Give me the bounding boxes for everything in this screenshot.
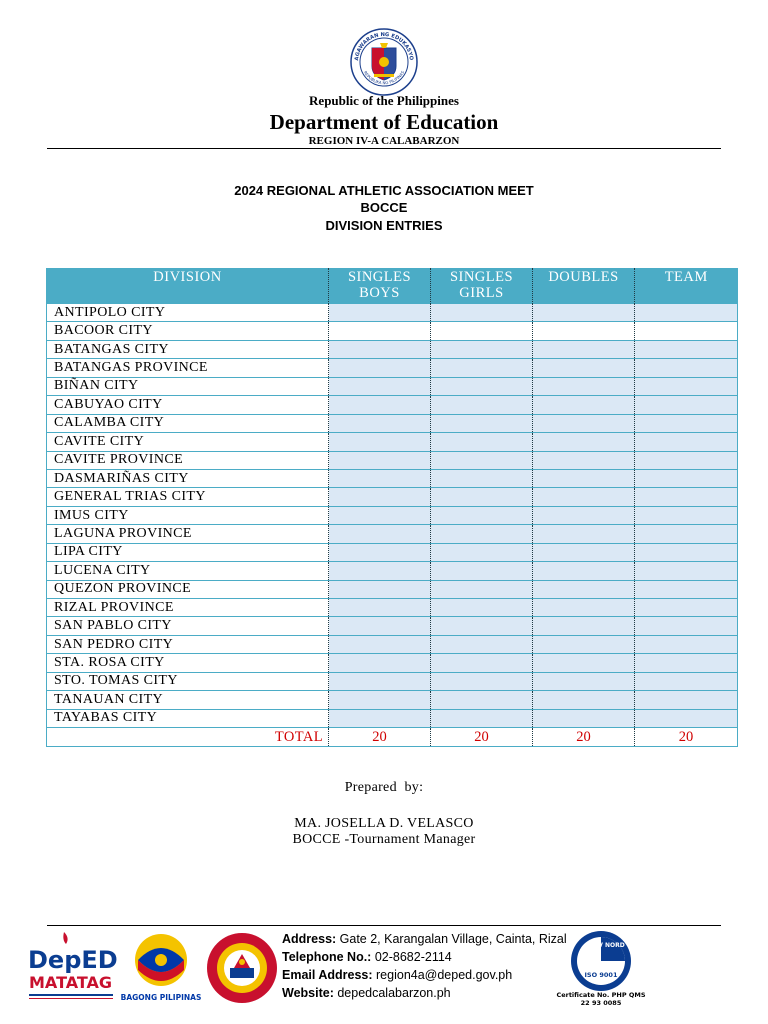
table-row — [47, 506, 738, 524]
division-name: QUEZON PROVINCE — [47, 580, 329, 598]
entry-cell-singles-girls[interactable] — [431, 340, 533, 358]
entry-cell-doubles[interactable] — [533, 433, 635, 451]
table-row — [47, 580, 738, 598]
table-row — [47, 377, 738, 395]
entry-cell-doubles[interactable] — [533, 469, 635, 487]
division-name: BACOOR CITY — [47, 322, 329, 340]
entry-cell-singles-girls[interactable] — [431, 654, 533, 672]
entry-cell-doubles[interactable] — [533, 525, 635, 543]
division-name: LUCENA CITY — [47, 562, 329, 580]
total-singles-boys: 20 — [329, 728, 431, 747]
entry-cell-doubles[interactable] — [533, 451, 635, 469]
entry-cell-singles-girls[interactable] — [431, 469, 533, 487]
entry-cell-doubles[interactable] — [533, 617, 635, 635]
entry-cell-team[interactable] — [635, 525, 738, 543]
signatory-position: BOCCE -Tournament Manager — [292, 832, 476, 847]
entry-cell-team[interactable] — [635, 580, 738, 598]
entry-cell-team[interactable] — [635, 562, 738, 580]
entry-cell-singles-boys[interactable] — [329, 543, 431, 561]
entry-cell-singles-boys[interactable] — [329, 322, 431, 340]
entry-cell-singles-boys[interactable] — [329, 691, 431, 709]
republic-label: Republic of the Philippines — [309, 93, 459, 108]
entry-cell-team[interactable] — [635, 599, 738, 617]
entry-cell-singles-boys[interactable] — [329, 525, 431, 543]
entry-cell-team[interactable] — [635, 543, 738, 561]
table-row — [47, 672, 738, 690]
total-doubles: 20 — [533, 728, 635, 747]
entry-cell-doubles[interactable] — [533, 359, 635, 377]
entry-cell-singles-girls[interactable] — [431, 377, 533, 395]
entry-cell-singles-girls[interactable] — [431, 322, 533, 340]
division-name: STO. TOMAS CITY — [47, 672, 329, 690]
entry-cell-singles-girls[interactable] — [431, 525, 533, 543]
svg-text:DepED: DepED — [28, 946, 118, 974]
svg-text:TÜV NORD: TÜV NORD — [589, 942, 625, 949]
column-header-singles-boys: SINGLES BOYS — [329, 268, 431, 304]
address-line: Address: Gate 2, Karangalan Village, Cainta, Rizal — [282, 932, 567, 946]
entry-cell-singles-boys[interactable] — [329, 580, 431, 598]
division-name: TANAUAN CITY — [47, 691, 329, 709]
column-header-doubles: DOUBLES — [533, 268, 635, 304]
entry-cell-singles-boys[interactable] — [329, 635, 431, 653]
column-header-team: TEAM — [635, 268, 738, 304]
entry-cell-singles-boys[interactable] — [329, 617, 431, 635]
table-body — [47, 304, 738, 747]
entry-cell-doubles[interactable] — [533, 599, 635, 617]
table-row — [47, 562, 738, 580]
division-name: SAN PEDRO CITY — [47, 635, 329, 653]
entry-cell-team[interactable] — [635, 691, 738, 709]
table-row — [47, 304, 738, 322]
entry-cell-doubles[interactable] — [533, 304, 635, 322]
table-row — [47, 451, 738, 469]
entry-cell-singles-girls[interactable] — [431, 691, 533, 709]
department-title: Department of Education — [269, 110, 499, 134]
division-name: BATANGAS CITY — [47, 340, 329, 358]
entry-cell-singles-boys[interactable] — [329, 654, 431, 672]
region-label: REGION IV-A CALABARZON — [308, 135, 460, 147]
division-entries-table — [46, 268, 738, 747]
division-name: LIPA CITY — [47, 543, 329, 561]
division-name: TAYABAS CITY — [47, 709, 329, 727]
division-name: BIÑAN CITY — [47, 377, 329, 395]
division-name: SAN PABLO CITY — [47, 617, 329, 635]
entry-cell-singles-boys[interactable] — [329, 304, 431, 322]
division-name: GENERAL TRIAS CITY — [47, 488, 329, 506]
entry-cell-doubles[interactable] — [533, 488, 635, 506]
entry-cell-team[interactable] — [635, 340, 738, 358]
entry-cell-singles-girls[interactable] — [431, 599, 533, 617]
entry-cell-singles-boys[interactable] — [329, 599, 431, 617]
entry-cell-singles-boys[interactable] — [329, 414, 431, 432]
entry-cell-singles-boys[interactable] — [329, 488, 431, 506]
total-row — [47, 728, 738, 747]
table-row — [47, 599, 738, 617]
entry-cell-team[interactable] — [635, 672, 738, 690]
document-subtitle: DIVISION ENTRIES — [325, 218, 443, 233]
contact-info — [282, 930, 567, 1002]
entry-cell-singles-girls[interactable] — [431, 672, 533, 690]
svg-text:ISO 9001: ISO 9001 — [584, 971, 618, 979]
signatory-name: MA. JOSELLA D. VELASCO — [294, 816, 474, 831]
entry-cell-singles-girls[interactable] — [431, 562, 533, 580]
entry-cell-team[interactable] — [635, 304, 738, 322]
division-name: DASMARIÑAS CITY — [47, 469, 329, 487]
entry-cell-singles-boys[interactable] — [329, 377, 431, 395]
entry-cell-team[interactable] — [635, 322, 738, 340]
total-singles-girls: 20 — [431, 728, 533, 747]
table-row — [47, 709, 738, 727]
entry-cell-team[interactable] — [635, 617, 738, 635]
division-name: RIZAL PROVINCE — [47, 599, 329, 617]
entry-cell-doubles[interactable] — [533, 562, 635, 580]
entry-cell-singles-girls[interactable] — [431, 617, 533, 635]
deped-seal-logo — [350, 28, 418, 96]
entry-cell-singles-boys[interactable] — [329, 359, 431, 377]
total-label: TOTAL — [47, 728, 329, 747]
bagong-pilipinas-logo — [118, 930, 204, 1006]
prepared-by-label: Prepared by: — [344, 780, 424, 795]
entry-cell-singles-girls[interactable] — [431, 709, 533, 727]
entry-cell-singles-boys[interactable] — [329, 562, 431, 580]
entry-cell-singles-boys[interactable] — [329, 709, 431, 727]
table-row — [47, 617, 738, 635]
entry-cell-team[interactable] — [635, 635, 738, 653]
sport-name: BOCCE — [360, 200, 408, 215]
entry-cell-team[interactable] — [635, 396, 738, 414]
table-row — [47, 654, 738, 672]
table-row — [47, 635, 738, 653]
entry-cell-doubles[interactable] — [533, 377, 635, 395]
division-name: CALAMBA CITY — [47, 414, 329, 432]
entry-cell-singles-girls[interactable] — [431, 580, 533, 598]
entry-cell-team[interactable] — [635, 654, 738, 672]
entry-cell-doubles[interactable] — [533, 635, 635, 653]
entry-cell-team[interactable] — [635, 451, 738, 469]
entry-cell-singles-girls[interactable] — [431, 359, 533, 377]
entry-cell-doubles[interactable] — [533, 691, 635, 709]
table-row — [47, 691, 738, 709]
table-row — [47, 414, 738, 432]
svg-text:22 93 0085: 22 93 0085 — [580, 999, 622, 1007]
entry-cell-team[interactable] — [635, 506, 738, 524]
table-row — [47, 359, 738, 377]
entry-cell-doubles[interactable] — [533, 396, 635, 414]
table-row — [47, 525, 738, 543]
entry-cell-doubles[interactable] — [533, 506, 635, 524]
division-name: CABUYAO CITY — [47, 396, 329, 414]
entry-cell-singles-girls[interactable] — [431, 506, 533, 524]
entry-cell-singles-girls[interactable] — [431, 433, 533, 451]
division-name: BATANGAS PROVINCE — [47, 359, 329, 377]
table-row — [47, 469, 738, 487]
entry-cell-team[interactable] — [635, 359, 738, 377]
total-team: 20 — [635, 728, 738, 747]
svg-text:BAGONG PILIPINAS: BAGONG PILIPINAS — [120, 993, 202, 1002]
seal-text-top: AGAWARAN NG EDUKASYO — [353, 31, 415, 61]
footer-divider — [47, 925, 721, 926]
entry-cell-singles-boys[interactable] — [329, 672, 431, 690]
entry-cell-singles-girls[interactable] — [431, 543, 533, 561]
table-row — [47, 396, 738, 414]
website-line: Website: depedcalabarzon.ph — [282, 986, 451, 1000]
entry-cell-singles-boys[interactable] — [329, 433, 431, 451]
division-name: ANTIPOLO CITY — [47, 304, 329, 322]
entry-cell-singles-girls[interactable] — [431, 414, 533, 432]
division-name: LAGUNA PROVINCE — [47, 525, 329, 543]
entry-cell-doubles[interactable] — [533, 580, 635, 598]
division-name: IMUS CITY — [47, 506, 329, 524]
division-name: CAVITE CITY — [47, 433, 329, 451]
deped-matatag-logo — [26, 928, 118, 1008]
entry-cell-singles-boys[interactable] — [329, 469, 431, 487]
entry-cell-singles-girls[interactable] — [431, 488, 533, 506]
entry-cell-team[interactable] — [635, 414, 738, 432]
entry-cell-doubles[interactable] — [533, 654, 635, 672]
table-header-row — [47, 268, 738, 304]
entry-cell-singles-boys[interactable] — [329, 340, 431, 358]
entry-cell-singles-boys[interactable] — [329, 506, 431, 524]
entry-cell-team[interactable] — [635, 709, 738, 727]
entry-cell-doubles[interactable] — [533, 322, 635, 340]
entry-cell-team[interactable] — [635, 377, 738, 395]
entry-cell-singles-girls[interactable] — [431, 304, 533, 322]
document-title: 2024 REGIONAL ATHLETIC ASSOCIATION MEET — [234, 183, 534, 198]
entry-cell-team[interactable] — [635, 469, 738, 487]
table-row — [47, 433, 738, 451]
tuv-iso-certification-logo — [555, 929, 647, 1007]
entry-cell-singles-girls[interactable] — [431, 635, 533, 653]
table-row — [47, 322, 738, 340]
division-name: CAVITE PROVINCE — [47, 451, 329, 469]
svg-text:Certificate No. PHP QMS: Certificate No. PHP QMS — [556, 991, 646, 999]
svg-text:MATATAG: MATATAG — [29, 973, 113, 992]
entry-cell-singles-girls[interactable] — [431, 396, 533, 414]
entry-cell-team[interactable] — [635, 488, 738, 506]
entry-cell-doubles[interactable] — [533, 709, 635, 727]
entry-cell-doubles[interactable] — [533, 340, 635, 358]
table-row — [47, 488, 738, 506]
entry-cell-singles-girls[interactable] — [431, 451, 533, 469]
entry-cell-doubles[interactable] — [533, 672, 635, 690]
deped-region-seal — [206, 932, 278, 1004]
telephone-line: Telephone No.: 02-8682-2114 — [282, 950, 452, 964]
seal-text-bottom: REPUBLIKA NG PILIPINAS — [362, 69, 406, 86]
division-name: STA. ROSA CITY — [47, 654, 329, 672]
header-divider — [47, 148, 721, 149]
entry-cell-doubles[interactable] — [533, 543, 635, 561]
entry-cell-team[interactable] — [635, 433, 738, 451]
email-line: Email Address: region4a@deped.gov.ph — [282, 968, 513, 982]
entry-cell-singles-boys[interactable] — [329, 396, 431, 414]
column-header-singles-girls: SINGLES GIRLS — [431, 268, 533, 304]
table-row — [47, 543, 738, 561]
column-header-division: DIVISION — [47, 268, 329, 304]
table-row — [47, 340, 738, 358]
entry-cell-singles-boys[interactable] — [329, 451, 431, 469]
entry-cell-doubles[interactable] — [533, 414, 635, 432]
